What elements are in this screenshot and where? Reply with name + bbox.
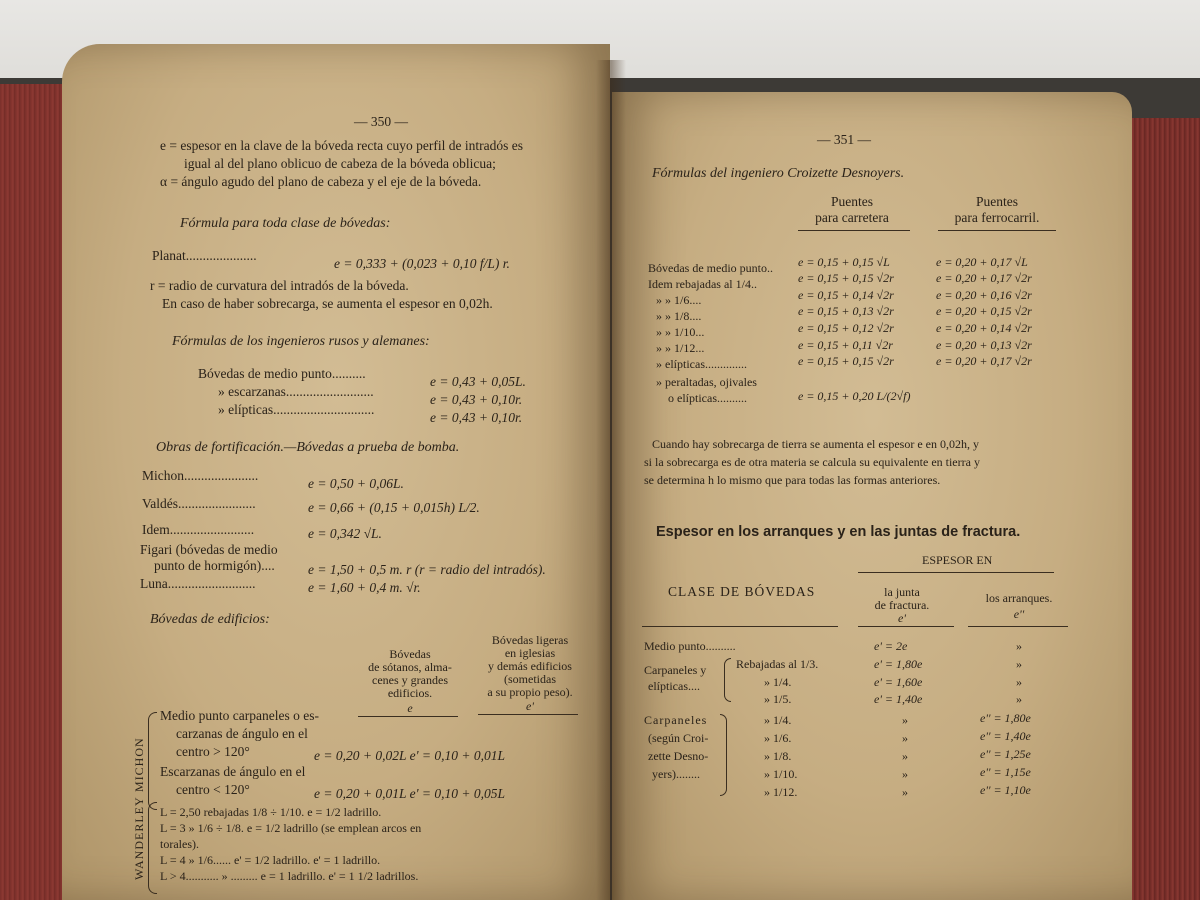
junta-line-2: de fractura.: [874, 598, 930, 612]
michon-row-3: centro > 120°: [176, 744, 250, 759]
rusos-formula-3: e = 0,43 + 0,10r.: [430, 410, 523, 425]
wanderley-row-1: L = 2,50 rebajadas 1/8 ÷ 1/10. e = 1/2 ladrillo.: [160, 805, 382, 819]
espesor-en-label: ESPESOR EN: [922, 553, 993, 567]
row-a-6: e = 0,15 + 0,11 √2r: [798, 338, 893, 352]
fort-formula-michon: e = 0,50 + 0,06L.: [308, 476, 404, 491]
peraltadas-formula: e = 0,15 + 0,20 L/(2√f): [798, 389, 911, 403]
wanderley-row-4: L = 4 » 1/6...... e' = 1/2 ladrillo. e' = 1 ladrillo.: [160, 853, 381, 867]
t-row-label-7: zette Desno-: [648, 749, 709, 763]
rusos-formula-2: e = 0,43 + 0,10r.: [430, 392, 523, 407]
row-b-6: e = 0,20 + 0,13 √2r: [936, 338, 1032, 352]
clase-rule: [642, 626, 838, 627]
row-b-7: e = 0,20 + 0,17 √2r: [936, 354, 1032, 368]
heading-espesor: Espesor en los arranques y en las juntas de fractura.: [656, 524, 1021, 540]
book-gutter: [596, 60, 626, 900]
rusos-label-1: Bóvedas de medio punto..........: [198, 366, 366, 381]
t-row-sub-8: » 1/10.: [764, 767, 798, 781]
fort-label-figari: Figari (bóvedas de medio: [140, 542, 278, 557]
intro-line-3: α = ángulo agudo del plano de cabeza y el eje de la bóveda.: [160, 174, 482, 189]
para-line-2: si la sobrecarga es de otra materia se calcula su equivalente en tierra y: [644, 455, 980, 469]
michon-brace: [148, 712, 157, 810]
row-label-3: » » 1/6....: [656, 293, 702, 307]
col2-line-3: y demás edificios: [488, 659, 572, 673]
t-row-j-2: e' = 1,80e: [874, 657, 923, 671]
heading-toda-clase: Fórmula para toda clase de bóvedas:: [180, 216, 391, 231]
fort-label-luna: Luna..........................: [140, 576, 256, 591]
intro-line-2: igual al del plano oblicuo de cabeza de la bóveda oblicua;: [184, 156, 496, 171]
col1-line-4: edificios.: [387, 686, 433, 700]
t-row-j-5: »: [902, 713, 908, 727]
espesor-en-rule: [858, 572, 1054, 573]
row-a-3: e = 0,15 + 0,14 √2r: [798, 288, 894, 302]
arranques-rule: [968, 626, 1068, 627]
para-line-3: se determina h lo mismo que para todas las formas anteriores.: [644, 473, 941, 487]
row-a-1: e = 0,15 + 0,15 √L: [798, 255, 890, 269]
t-row-label-8: yers)........: [652, 767, 700, 781]
t-row-sub-5: » 1/4.: [764, 713, 792, 727]
row-label-6: » » 1/12...: [656, 341, 705, 355]
michon-side-label: MICHON: [132, 737, 146, 792]
t-row-j-6: »: [902, 731, 908, 745]
heading-croizette: Fórmulas del ingeniero Croizette Desnoyers.: [652, 166, 905, 181]
fort-formula-valdes: e = 0,66 + (0,15 + 0,015h) L/2.: [308, 500, 480, 515]
wanderley-row-3: torales).: [160, 837, 199, 851]
fort-formula-luna: e = 1,60 + 0,4 m. √r.: [308, 580, 421, 595]
junta-rule: [858, 626, 954, 627]
wanderley-row-5: L > 4........... » ......... e = 1 ladrillo. e' = 1 1/2 ladrillos.: [160, 869, 419, 883]
para-line-1: Cuando hay sobrecarga de tierra se aumenta el espesor e en 0,02h, y: [652, 437, 979, 451]
right-page: [612, 92, 1132, 900]
t-row-sub-6: » 1/6.: [764, 731, 792, 745]
col-carretera-line-2: para carretera: [815, 210, 889, 225]
row-a-7: e = 0,15 + 0,15 √2r: [798, 354, 894, 368]
t-row-a-7: e'' = 1,25e: [980, 747, 1031, 761]
t-row-label-1: Medio punto..........: [644, 639, 736, 653]
t-row-j-7: »: [902, 749, 908, 763]
t-row-a-1: »: [1016, 639, 1022, 653]
heading-fortificacion: Obras de fortificación.—Bóvedas a prueba de bomba.: [156, 440, 460, 455]
page-number-351: — 351 —: [817, 132, 871, 147]
michon-row-5: centro < 120°: [176, 782, 250, 797]
wanderley-row-2: L = 3 » 1/6 ÷ 1/8. e = 1/2 ladrillo (se emplean arcos en: [160, 821, 422, 835]
row-b-1: e = 0,20 + 0,17 √L: [936, 255, 1028, 269]
t-row-a-2: »: [1016, 657, 1022, 671]
col2-symbol: e': [526, 699, 534, 713]
clase-header: CLASE DE BÓVEDAS: [668, 584, 816, 599]
col-carretera-line-1: Puentes: [831, 194, 873, 209]
t-row-j-3: e' = 1,60e: [874, 675, 923, 689]
r-definition: r = radio de curvatura del intradós de la bóveda.: [150, 278, 409, 293]
michon-formula-2: e = 0,20 + 0,01L e' = 0,10 + 0,05L: [314, 786, 505, 801]
t-row-j-9: »: [902, 785, 908, 799]
t-row-a-8: e'' = 1,15e: [980, 765, 1031, 779]
t-row-a-9: e'' = 1,10e: [980, 783, 1031, 797]
sobrecarga-note: En caso de haber sobrecarga, se aumenta el espesor en 0,02h.: [162, 296, 493, 311]
peraltadas-line-1: » peraltadas, ojivales: [656, 375, 757, 389]
michon-row-1: Medio punto carpaneles o es-: [160, 708, 319, 723]
row-label-5: » » 1/10...: [656, 325, 705, 339]
t-row-label-3: elípticas....: [648, 679, 700, 693]
page-edges-right: [1120, 118, 1200, 900]
michon-row-4: Escarzanas de ángulo en el: [160, 764, 306, 779]
wanderley-brace: [148, 802, 157, 894]
row-b-5: e = 0,20 + 0,14 √2r: [936, 321, 1032, 335]
row-a-4: e = 0,15 + 0,13 √2r: [798, 304, 894, 318]
row-label-1: Bóvedas de medio punto..: [648, 261, 773, 275]
arranques-symbol: e'': [1013, 607, 1025, 621]
col2-line-1: Bóvedas ligeras: [491, 633, 569, 647]
t-row-a-6: e'' = 1,40e: [980, 729, 1031, 743]
col-ferrocarril-rule: [938, 230, 1056, 231]
col1-symbol: e: [407, 701, 413, 715]
col1-line-3: cenes y grandes: [372, 673, 448, 687]
t-row-label-2: Carpaneles y: [644, 663, 707, 677]
t-row-j-1: e' = 2e: [874, 639, 908, 653]
col2-rule: [478, 714, 578, 715]
rusos-label-2: » escarzanas..........................: [218, 384, 374, 399]
t-row-sub-7: » 1/8.: [764, 749, 792, 763]
junta-symbol: e': [898, 611, 906, 625]
t-row-a-5: e'' = 1,80e: [980, 711, 1031, 725]
croizette-brace: [720, 714, 727, 796]
fort-label-valdes: Valdés.......................: [142, 496, 256, 511]
col-ferrocarril-line-2: para ferrocarril.: [954, 210, 1040, 225]
page-number-350: — 350 —: [354, 114, 408, 129]
michon-formula-1: e = 0,20 + 0,02L e' = 0,10 + 0,01L: [314, 748, 505, 763]
t-row-label-5: Carpaneles: [644, 713, 708, 727]
row-label-7: » elípticas..............: [656, 357, 747, 371]
michon-row-2: carzanas de ángulo en el: [176, 726, 308, 741]
planat-formula: e = 0,333 + (0,023 + 0,10 f/L) r.: [334, 256, 510, 271]
heading-rusos-alemanes: Fórmulas de los ingenieros rusos y alemanes:: [172, 334, 430, 349]
t-row-a-3: »: [1016, 675, 1022, 689]
row-label-4: » » 1/8....: [656, 309, 702, 323]
rusos-formula-1: e = 0,43 + 0,05L.: [430, 374, 526, 389]
t-row-sub-3: » 1/4.: [764, 675, 792, 689]
t-row-sub-2: Rebajadas al 1/3.: [736, 657, 819, 671]
wanderley-side-label: WANDERLEY: [132, 796, 146, 880]
rusos-label-3: » elípticas..............................: [218, 402, 375, 417]
t-row-label-6: (según Croi-: [648, 731, 709, 745]
row-a-2: e = 0,15 + 0,15 √2r: [798, 271, 894, 285]
col1-line-2: de sótanos, alma-: [368, 660, 452, 674]
t-row-j-8: »: [902, 767, 908, 781]
col-carretera-rule: [798, 230, 910, 231]
t-row-sub-9: » 1/12.: [764, 785, 798, 799]
col2-line-5: a su propio peso).: [487, 685, 573, 699]
t-row-sub-4: » 1/5.: [764, 692, 792, 706]
row-label-2: Idem rebajadas al 1/4..: [648, 277, 757, 291]
row-b-4: e = 0,20 + 0,15 √2r: [936, 304, 1032, 318]
planat-label: Planat.....................: [152, 248, 257, 263]
arranques-line-1: los arranques.: [985, 591, 1053, 605]
fort-formula-hormigon: e = 1,50 + 0,5 m. r (r = radio del intradós).: [308, 562, 546, 577]
junta-line-1: la junta: [884, 585, 920, 599]
col2-line-2: en iglesias: [504, 646, 556, 660]
fort-label-hormigon: punto de hormigón)....: [154, 558, 275, 573]
heading-edificios: Bóvedas de edificios:: [150, 612, 270, 627]
left-page: [62, 44, 610, 900]
fort-label-michon: Michon......................: [142, 468, 259, 483]
t-row-a-4: »: [1016, 692, 1022, 706]
row-a-5: e = 0,15 + 0,12 √2r: [798, 321, 894, 335]
fort-formula-idem: e = 0,342 √L.: [308, 526, 382, 541]
row-b-2: e = 0,20 + 0,17 √2r: [936, 271, 1032, 285]
col2-line-4: (sometidas: [504, 672, 556, 686]
row-b-3: e = 0,20 + 0,16 √2r: [936, 288, 1032, 302]
intro-line-1: e = espesor en la clave de la bóveda recta cuyo perfil de intradós es: [160, 138, 523, 153]
fort-label-idem: Idem.........................: [142, 522, 255, 537]
col1-rule: [358, 716, 458, 717]
carpaneles-brace: [724, 658, 731, 702]
peraltadas-line-2: o elípticas..........: [668, 391, 747, 405]
t-row-j-4: e' = 1,40e: [874, 692, 923, 706]
col-ferrocarril-line-1: Puentes: [976, 194, 1018, 209]
col1-line-1: Bóvedas: [389, 647, 431, 661]
